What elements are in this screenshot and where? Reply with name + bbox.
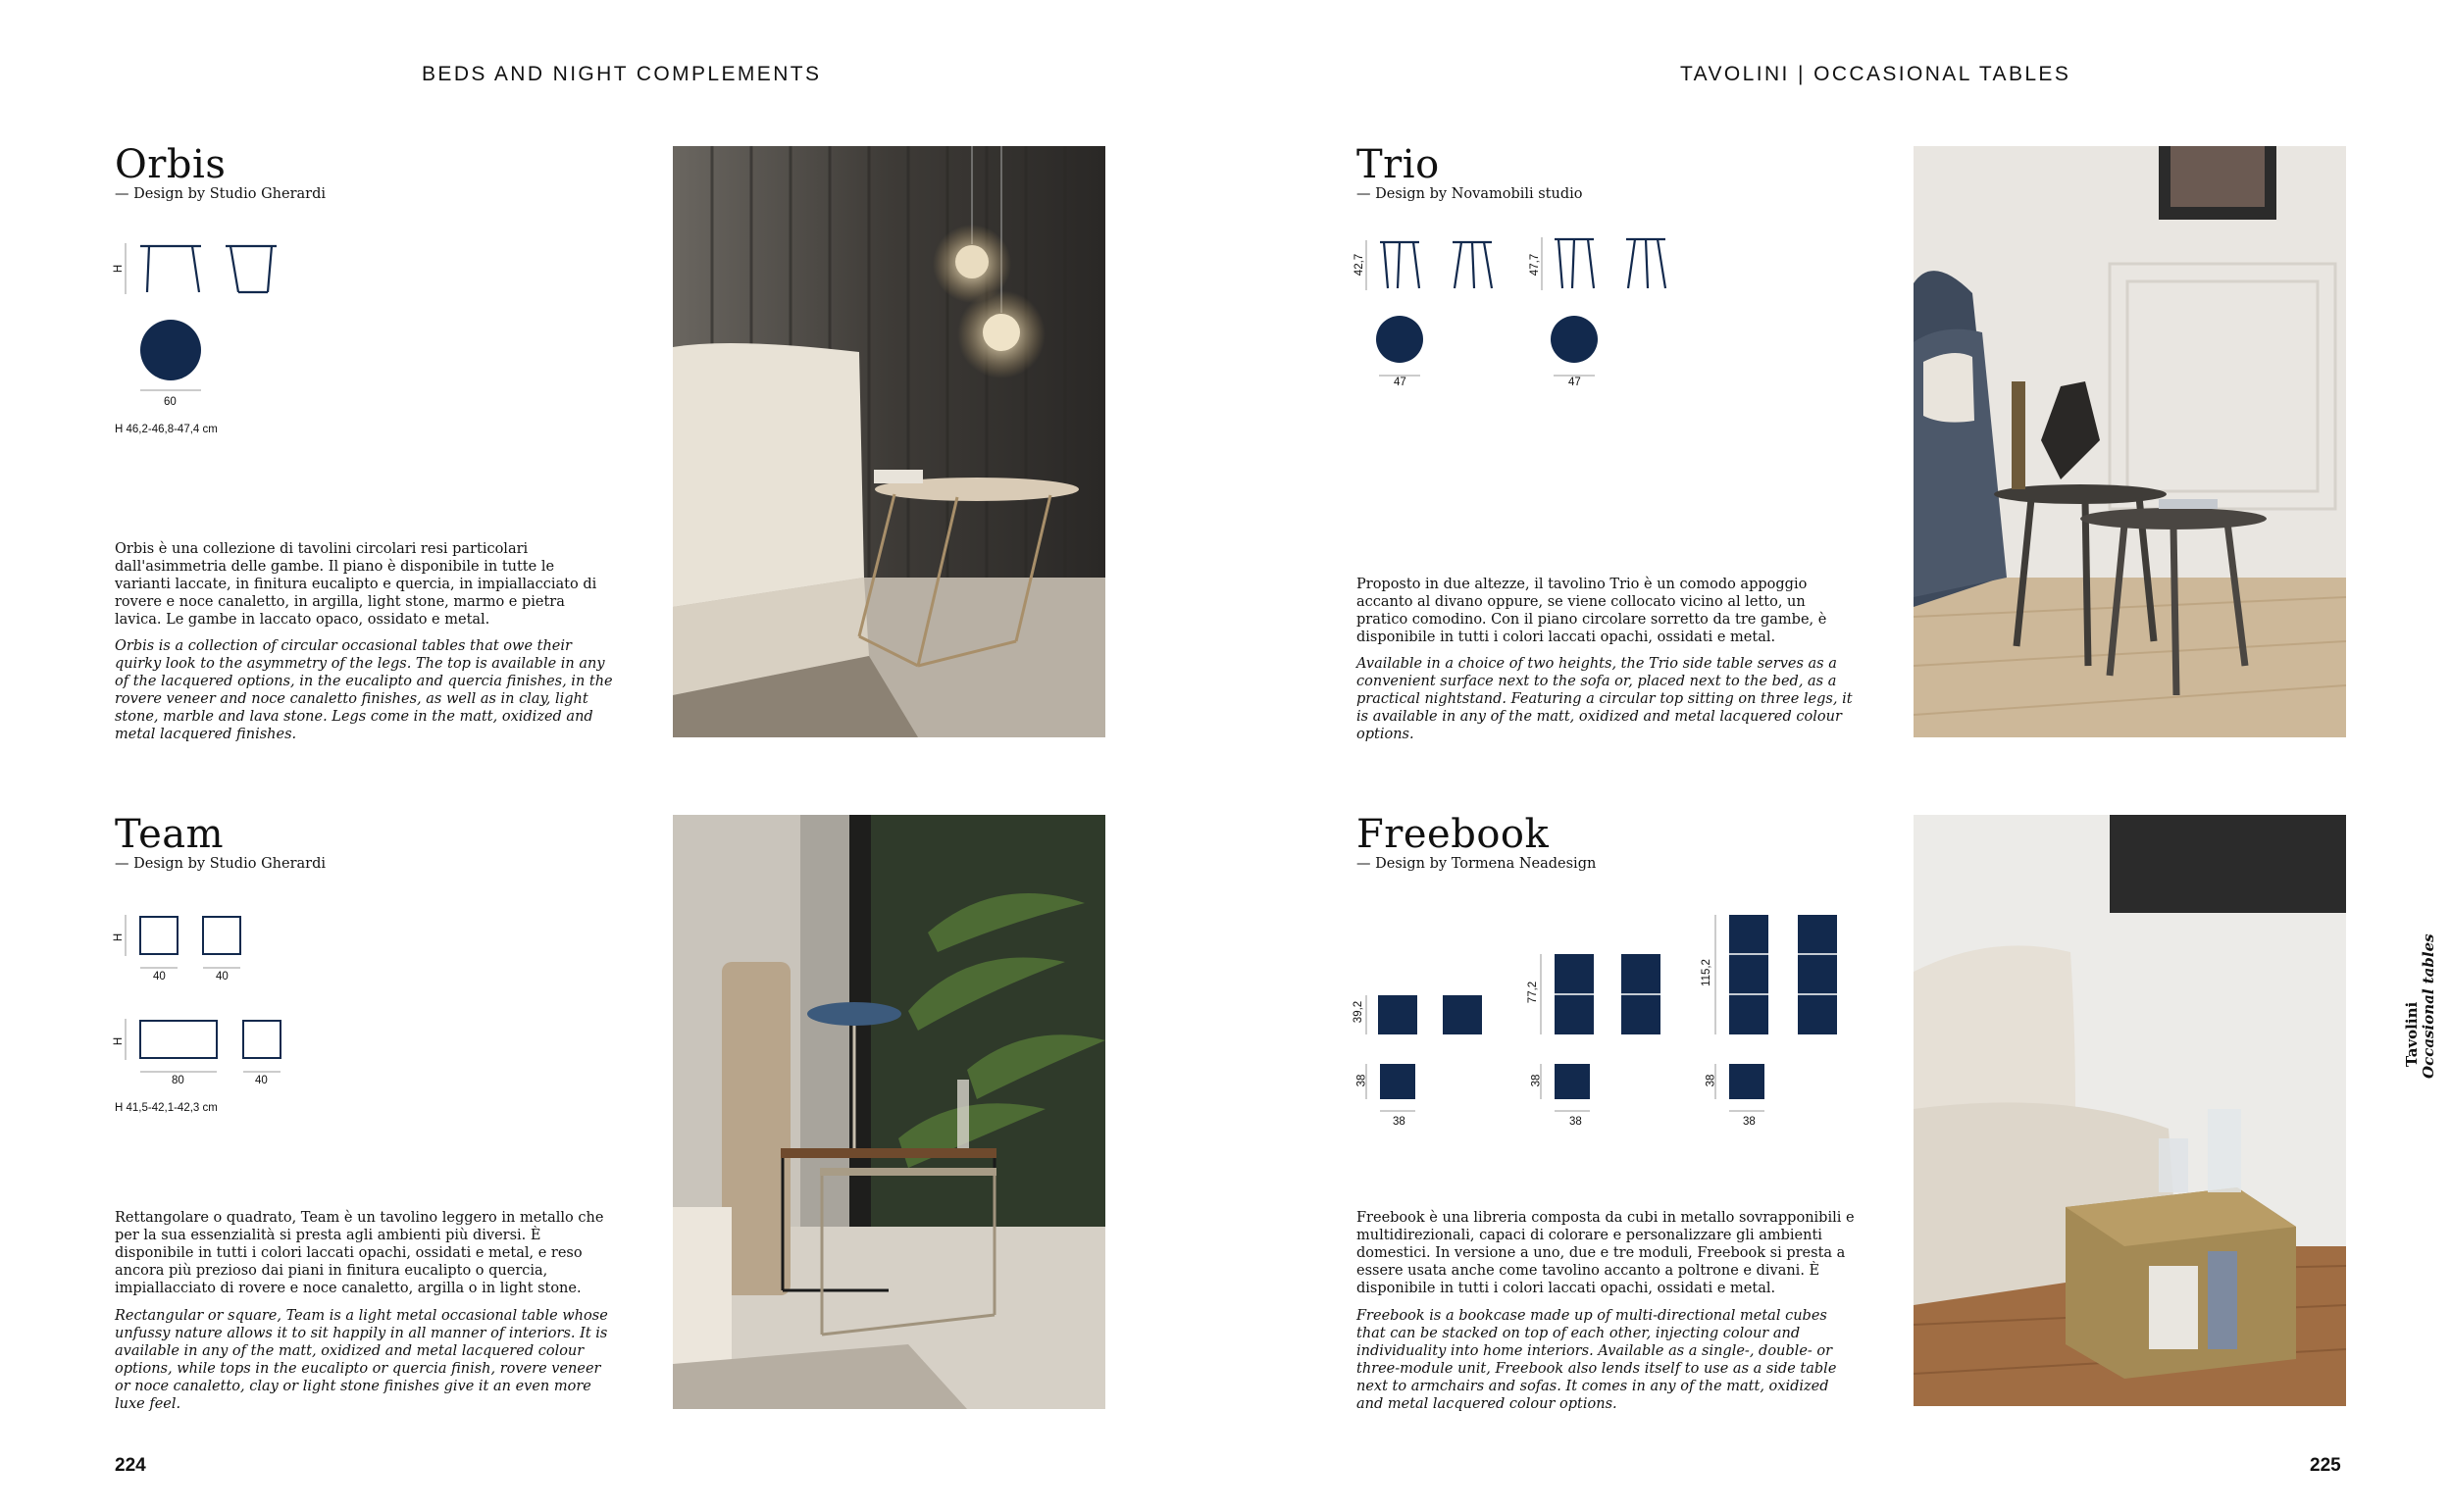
orbis-technical-drawing: [108, 235, 324, 431]
side-tab-it: Tavolini: [2403, 1001, 2421, 1067]
trio-title: Trio: [1356, 142, 1440, 187]
trio-text-en: Available in a choice of two heights, the Trio side table serves as a convenient surface next to the sofa or, placed next to the bed, as a practical nightstand. Featuring a circular top sitting on three legs, it is available in any of the matt, oxidized and metal lacquered colour options.: [1356, 656, 1853, 742]
orbis-designer: — Design by Studio Gherardi: [115, 186, 326, 202]
trio-width-1: 47: [1394, 377, 1406, 388]
team-title: Team: [115, 812, 225, 857]
freebook-width-1: 38: [1393, 1116, 1405, 1128]
freebook-depth-2: 38: [1530, 1074, 1543, 1087]
freebook-height-1: 39,2: [1353, 1000, 1365, 1024]
trio-text-it: Proposto in due altezze, il tavolino Trio è un comodo appoggio accanto al divano oppure, se viene collocato vicino al letto, un pratico comodino. Con il piano circolare sorretto da tre gambe, è disponibile in tutti i colori laccati opachi, ossidati e metal.: [1356, 577, 1827, 645]
orbis-dim-width: 60: [164, 396, 177, 408]
orbis-title: Orbis: [115, 142, 227, 187]
team-size-note: H 41,5-42,1-42,3 cm: [115, 1102, 218, 1114]
team-text-en: Rectangular or square, Team is a light metal occasional table whose unfussy nature allows it to sit happily in all manner of interiors. It is available in any of the matt, oxidized and metal lacquered colour options, while tops in the eucalipto or quercia finish, rovere veneer or noce canaletto, clay or light stone finishes give it an even more luxe feel.: [115, 1308, 608, 1412]
orbis-text-it: Orbis è una collezione di tavolini circolari resi particolari dall'asimmetria delle gambe. Il piano è disponibile in tutte le varianti laccate, in finitura eucalipto e quercia, in impiallacciato di rovere e noce canaletto, in argilla, light stone, marmo e pietra lavica. Le gambe in laccato opaco, ossidato e metal.: [115, 541, 597, 628]
orbis-text-en: Orbis is a collection of circular occasional tables that owe their quirky look to the asymmetry of the legs. The top is available in any of the lacquered options, in the eucalipto and quercia finishes, in the rovere veneer and noce canaletto finishes, as well as in clay, light stone, marble and lava stone. Legs come in the matt, oxidized and metal lacquered finishes.: [115, 638, 613, 742]
trio-height-2: 47,7: [1529, 253, 1542, 277]
freebook-depth-3: 38: [1705, 1074, 1717, 1087]
team-text-it: Rettangolare o quadrato, Team è un tavolino leggero in metallo che per la sua essenzialità si presta agli ambienti più diversi. È disponibile in tutti i colori laccati opachi, ossidati e metal, e reso ancora più prezioso dai piani in finitura eucalipto o quercia, impiallacciato di rovere e noce canaletto, argilla o in light stone.: [115, 1210, 604, 1296]
trio-photo: [1914, 146, 2346, 737]
orbis-size-note: H 46,2-46,8-47,4 cm: [115, 424, 218, 435]
team-dim-row1-a: 40: [153, 971, 166, 983]
freebook-designer: — Design by Tormena Neadesign: [1356, 856, 1597, 872]
freebook-title: Freebook: [1356, 812, 1550, 857]
team-dim-h1: H: [113, 932, 126, 942]
freebook-photo: [1914, 815, 2346, 1406]
right-running-header: TAVOLINI | OCCASIONAL TABLES: [1680, 63, 2071, 85]
team-technical-drawing: [108, 907, 324, 1093]
freebook-text-it: Freebook è una libreria composta da cubi in metallo sovrapponibili e multidirezionali, capaci di colorare e personalizzare gli ambienti domestici. In versione a uno, due e tre moduli, Freebook si presta a essere usata anche come tavolino accanto a poltrone e divani. È disponibile in tutti i colori laccati opachi, ossidati e metal.: [1356, 1210, 1855, 1296]
team-dim-row1-b: 40: [216, 971, 229, 983]
side-tab-en: Occasional tables: [2420, 933, 2437, 1079]
freebook-width-2: 38: [1569, 1116, 1582, 1128]
team-dim-row2-a: 80: [172, 1075, 184, 1086]
trio-height-1: 42,7: [1353, 253, 1366, 277]
orbis-dim-h: H: [113, 264, 126, 274]
freebook-width-3: 38: [1743, 1116, 1756, 1128]
freebook-height-3: 115,2: [1700, 959, 1712, 986]
left-page-number: 224: [115, 1455, 146, 1476]
orbis-photo: [673, 146, 1105, 737]
freebook-height-2: 77,2: [1527, 981, 1540, 1004]
freebook-depth-1: 38: [1355, 1074, 1368, 1087]
team-dim-row2-b: 40: [255, 1075, 268, 1086]
freebook-technical-drawing: [1349, 907, 1859, 1142]
team-photo: [673, 815, 1105, 1409]
team-dim-h2: H: [113, 1036, 126, 1046]
right-page-number: 225: [2310, 1455, 2341, 1476]
freebook-text-en: Freebook is a bookcase made up of multi-directional metal cubes that can be stacked on top of each other, injecting colour and individuality into home interiors. Available as a single-, double- or three-module unit, Freebook also lends itself to use as a side table next to armchairs and sofas. It comes in any of the matt, oxidized and metal lacquered colour options.: [1356, 1308, 1837, 1412]
trio-designer: — Design by Novamobili studio: [1356, 186, 1583, 202]
section-side-tab: [2403, 922, 2442, 1079]
left-running-header: BEDS AND NIGHT COMPLEMENTS: [422, 63, 822, 85]
team-designer: — Design by Studio Gherardi: [115, 856, 326, 872]
trio-width-2: 47: [1568, 377, 1581, 388]
